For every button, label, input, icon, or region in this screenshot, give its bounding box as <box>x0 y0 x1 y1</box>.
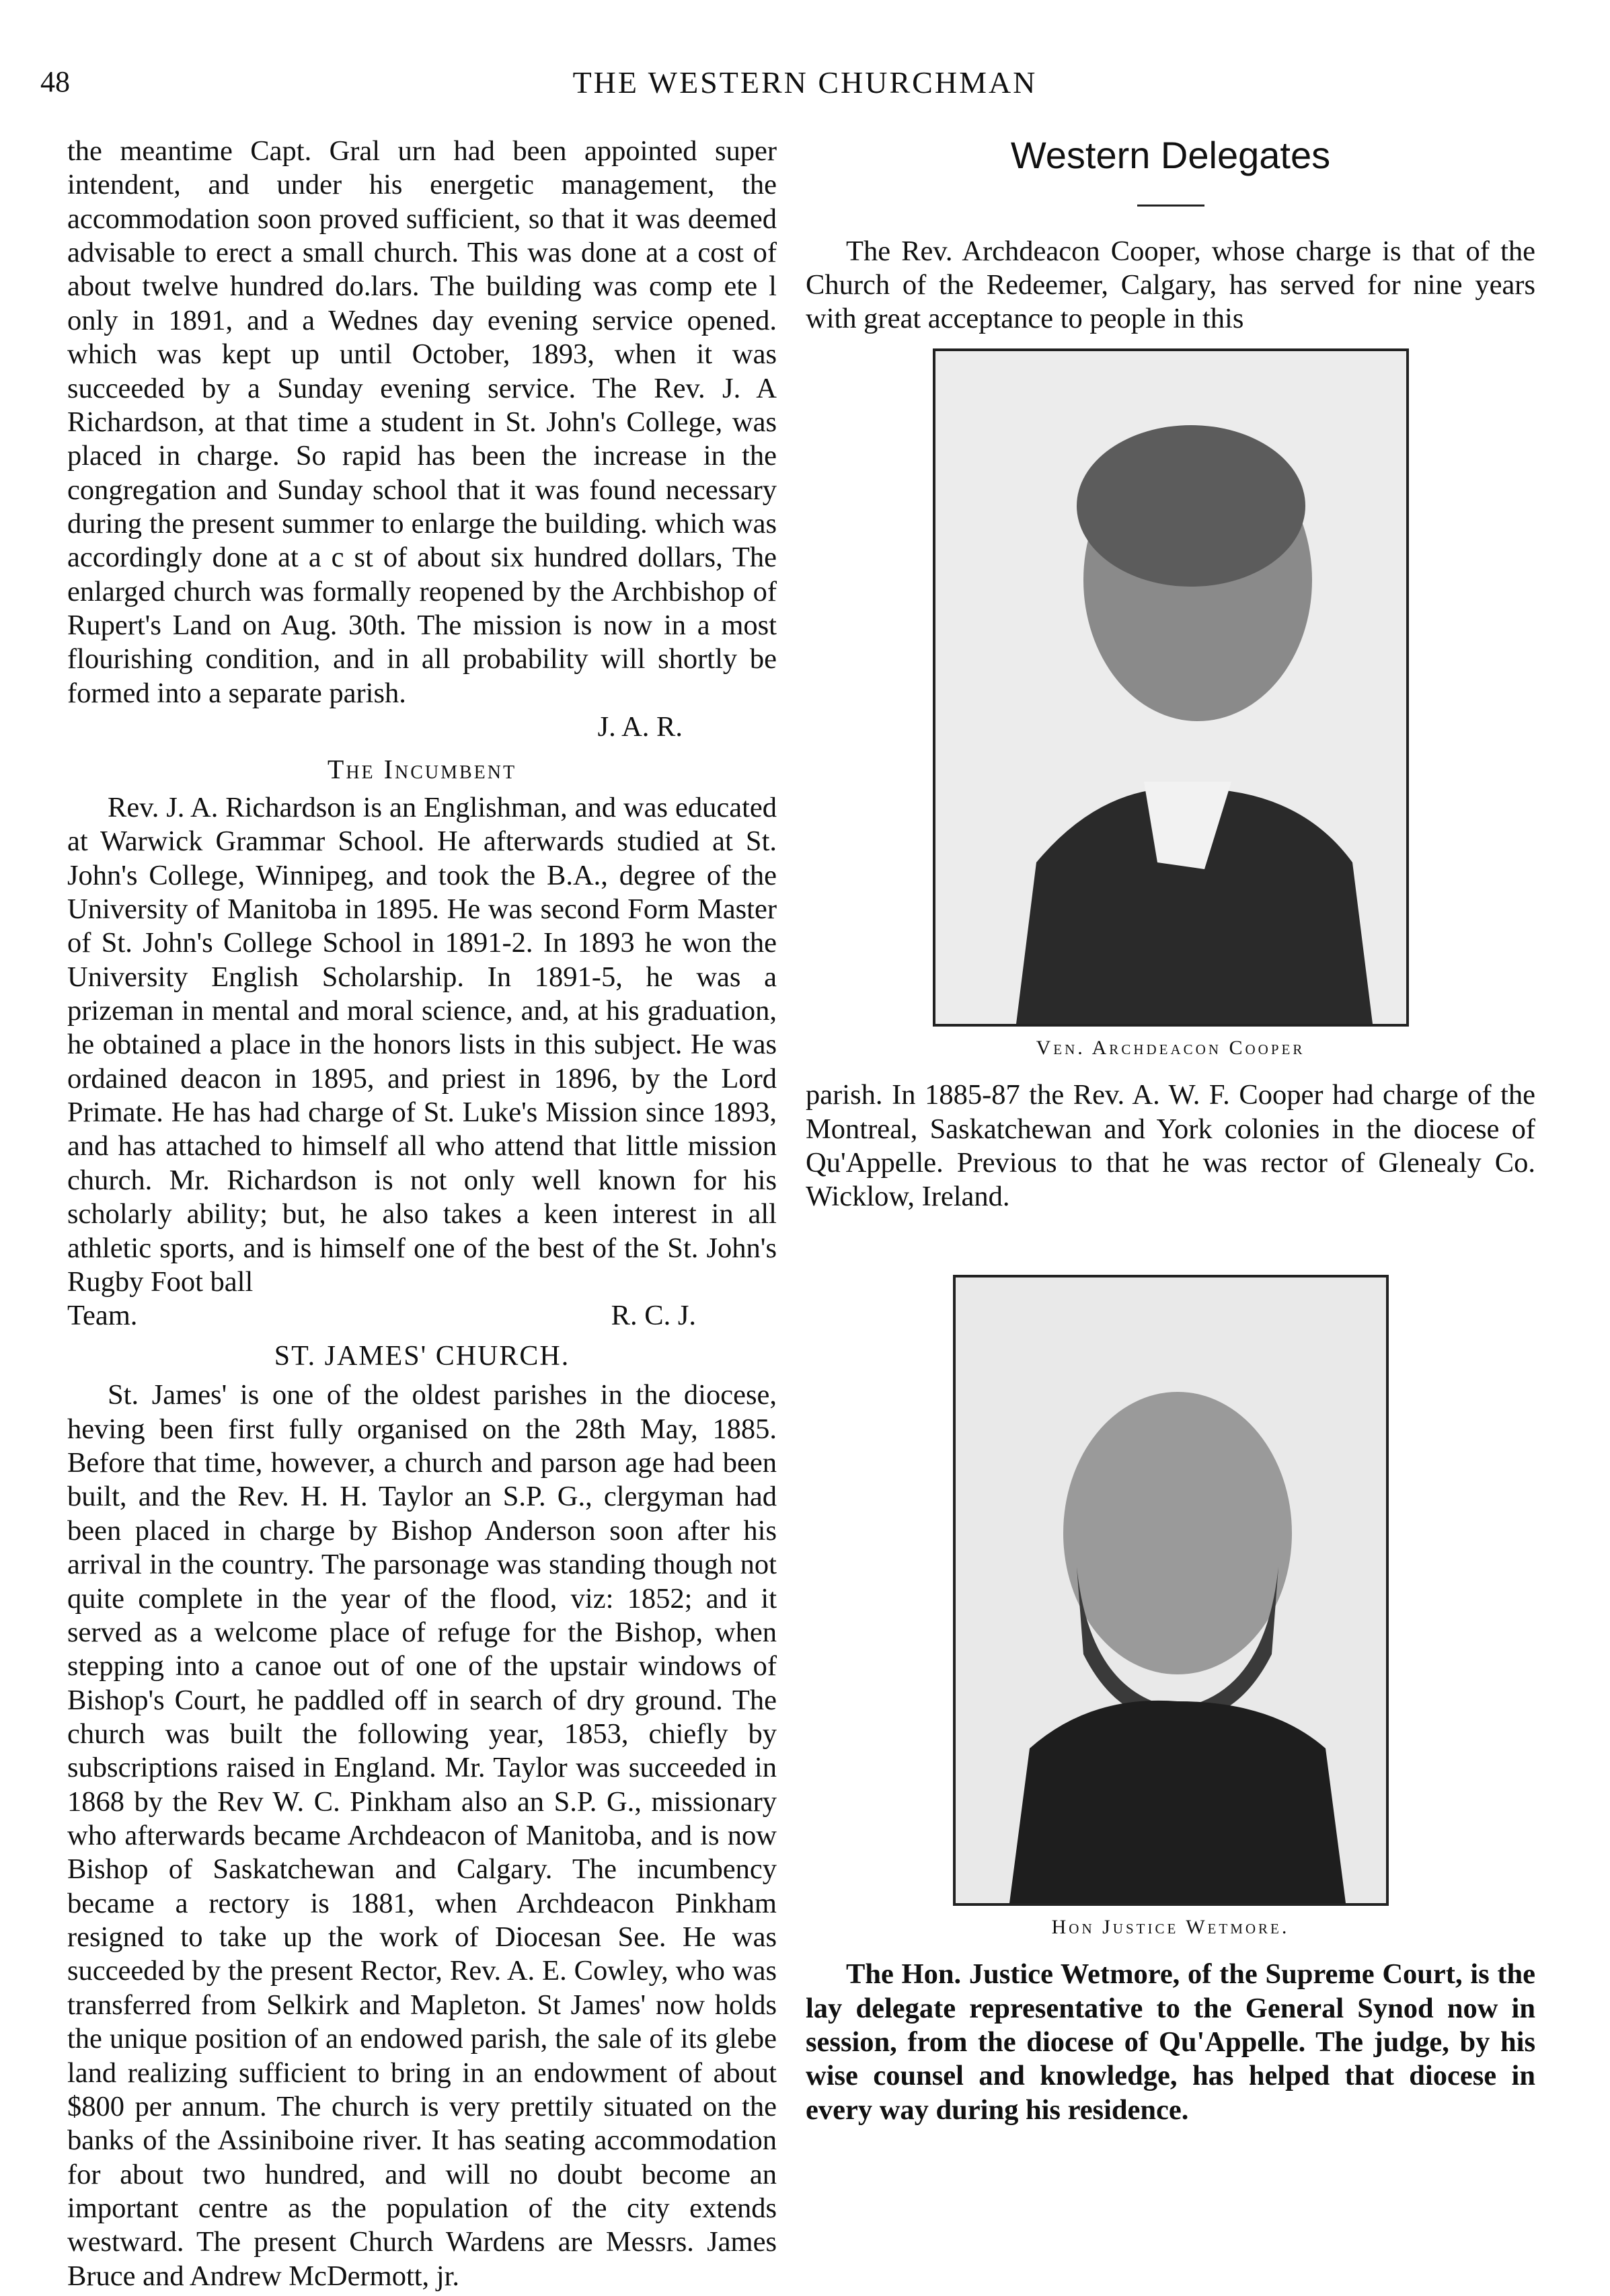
caption-justice-wetmore: Hon Justice Wetmore. <box>1051 1915 1290 1938</box>
left-paragraph-2: Rev. J. A. Richardson is an Englishman, and was educated at Warwick Grammar School. He afterwards studied at St. John's College, Winnipeg, and took the B.A., degree of the University of Manitoba in 1895. He was second Form Master of St. John's College School in 1891-2. In 1893 he won the University English Scholarship. In 1891-5, he was a prizeman in mental and moral science, and, at his graduation, he obtained a place in the honors lists in this subject. He was ordained deacon in 1895, and priest in 1896, by the Lord Primate. He has had charge of St. Luke's Mission since 1893, and has attached to himself all who attend that little mission church. Mr. Richardson is not only well known for his scholarly ability; but, he also takes a keen interest in all athletic sports, and is himself one of the best of the St. John's Rugby Foot ball <box>67 791 777 1298</box>
portrait-archdeacon-cooper <box>933 348 1409 1027</box>
signature-jar: J. A. R. <box>597 711 683 743</box>
section-title: Western Delegates <box>1010 134 1331 176</box>
right-paragraph-3: The Hon. Justice Wetmore, of the Supreme Court, is the lay delegate representative to the General Synod now in session, from the diocese of Qu'Appelle. The judge, by his wise counsel and knowledge, has helped that diocese in every way during his residence. <box>806 1958 1535 2126</box>
title-rule <box>1137 205 1204 207</box>
portrait-2-drawing <box>956 1277 1386 1903</box>
incumbent-heading: The Incumbent <box>327 754 517 785</box>
left-paragraph-1: the meantime Capt. Gral urn had been appointed super intendent, and under his energetic management, the accommodation soon proved sufficient, so that it was deemed advisable to erect a small church. This was done at a cost of about twelve hundred do.lars. The building was comp ete l only in 1891, and a Wednes day evening service opened. which was kept up until October, 1893, when it was succeeded by a Sunday evening service. The Rev. J. A Richardson, at that time a student in St. John's College, was placed in charge. So rapid has been the increase in the congregation and Sunday school that it was found necessary during the present summer to enlarge the building. which was accordingly done at a c st of about six hundred dollars, The enlarged church was formally reopened by the Archbishop of Rupert's Land on Aug. 30th. The mission is now in a most flourishing condition, and in all probability will shortly be formed into a separate parish. <box>67 135 777 709</box>
caption-archdeacon-cooper: Ven. Archdeacon Cooper <box>1036 1036 1305 1059</box>
left-column <box>67 135 777 2293</box>
right-paragraph-1: The Rev. Archdeacon Cooper, whose charge is that of the Church of the Redeemer, Calgary, has served for nine years with great acceptance to people in this <box>806 235 1535 335</box>
st-james-heading: ST. JAMES' CHURCH. <box>274 1340 570 1372</box>
signature-rcj: R. C. J. <box>611 1300 696 1332</box>
page-header <box>0 65 1610 112</box>
right-column <box>806 135 1535 2127</box>
portrait-1-drawing <box>935 351 1406 1024</box>
right-paragraph-2: parish. In 1885-87 the Rev. A. W. F. Cooper had charge of the Montreal, Saskatchewan and York colonies in the diocese of Qu'Appelle. Previous to that he was rector of Glenealy Co. Wicklow, Ireland. <box>806 1079 1535 1213</box>
page-number: 48 <box>40 65 70 98</box>
portrait-justice-wetmore <box>953 1275 1389 1906</box>
team-signature-line <box>67 1299 777 1333</box>
left-paragraph-3: St. James' is one of the oldest parishes in the diocese, heving been first fully organised on the 28th May, 1885. Before that time, however, a church and parson age had been built, and the Rev. H. H. Taylor an S.P. G., clergyman had been placed in charge by Bishop Anderson soon after his arrival in the country. The parsonage was standing though not quite complete in the year of the flood, viz: 1852; and it served as a welcome place of refuge for the Bishop, when stepping into a canoe out of one of the upstair windows of Bishop's Court, he paddled off in search of dry ground. The church was built the following year, 1853, chiefly by subscriptions raised in England. Mr. Taylor was succeeded in 1868 by the Rev W. C. Pinkham also an S.P. G., missionary who afterwards became Archdeacon of Manitoba, and is now Bishop of Saskatchewan and Calgary. The incumbency became a rectory is 1881, when Archdeacon Pinkham resigned to take up the work of Diocesan See. He was succeeded by the present Rector, Rev. A. E. Cowley, who was transferred from Selkirk and Mapleton. St James' now holds the unique position of an endowed parish, the sale of its glebe land realizing sufficient to bring in an endowment of about $800 per annum. The church is very prettily situated on the banks of the Assiniboine river. It has seating accommodation for about two hundred, and will no doubt become an important centre as the population of the city extends westward. The present Church Wardens are Messrs. James Bruce and Andrew McDermott, jr. <box>67 1379 777 2292</box>
team-word: Team. <box>67 1300 138 1332</box>
running-title: THE WESTERN CHURCHMAN <box>572 65 1038 100</box>
